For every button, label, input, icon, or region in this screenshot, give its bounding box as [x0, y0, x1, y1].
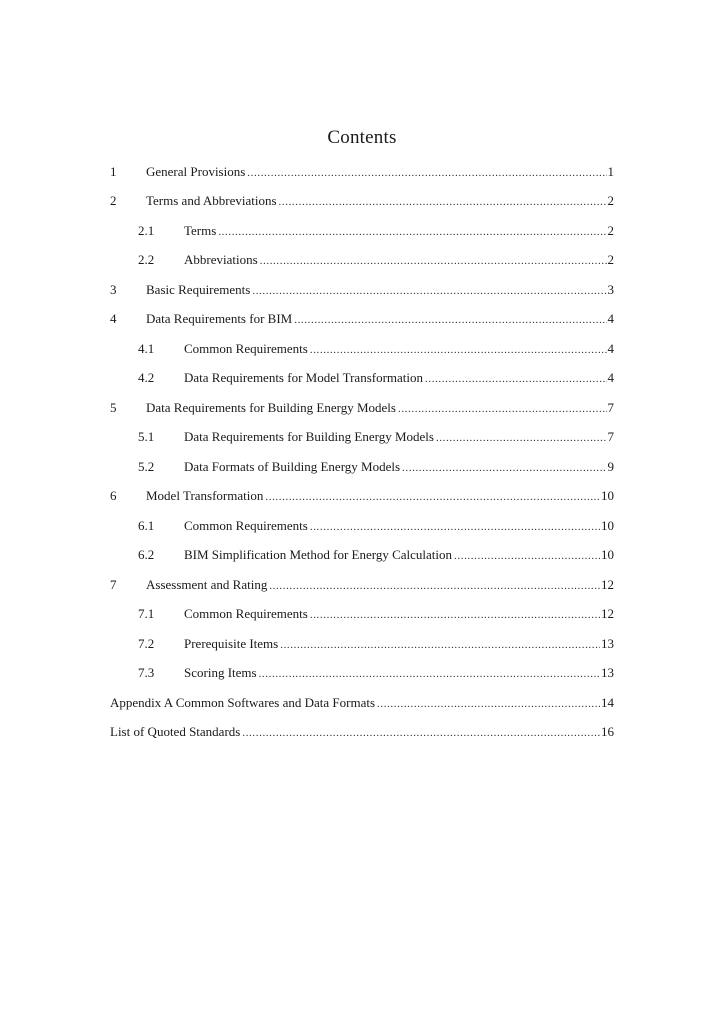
toc-entry-number: 5.1 — [138, 429, 155, 444]
toc-entry-appendix-a[interactable] — [0, 692, 724, 714]
toc-entry-page: 4 — [607, 311, 614, 326]
toc-entry-title: Assessment and Rating — [146, 577, 268, 592]
toc-entry-page: 13 — [601, 665, 614, 680]
toc-entry-number: 6 — [110, 488, 117, 503]
toc-entry-5-1[interactable] — [0, 426, 724, 448]
toc-entry-number: 3 — [110, 282, 117, 297]
toc-entry-title: Terms — [184, 223, 217, 238]
dot-leader — [425, 368, 606, 390]
toc-entry-page: 4 — [607, 341, 614, 356]
toc-entry-page: 2 — [607, 193, 614, 208]
dot-leader — [242, 722, 600, 744]
toc-entry-number: 5 — [110, 400, 117, 415]
toc-entry-7-1[interactable] — [0, 603, 724, 625]
toc-entry-1[interactable] — [0, 161, 724, 183]
toc-entry-page: 12 — [601, 606, 614, 621]
toc-entry-7[interactable] — [0, 574, 724, 596]
toc-entry-number: 6.1 — [138, 518, 155, 533]
toc-entry-page: 1 — [607, 164, 614, 179]
toc-entry-title: List of Quoted Standards — [110, 724, 241, 739]
toc-entry-number: 5.2 — [138, 459, 155, 474]
toc-entry-page: 12 — [601, 577, 614, 592]
toc-entry-title: Prerequisite Items — [184, 636, 279, 651]
dot-leader — [402, 457, 606, 479]
toc-entry-page: 10 — [601, 518, 614, 533]
toc-entry-6-1[interactable] — [0, 515, 724, 537]
toc-entry-5[interactable] — [0, 397, 724, 419]
toc-entry-2-2[interactable] — [0, 249, 724, 271]
dot-leader — [259, 663, 600, 685]
toc-entry-title: General Provisions — [146, 164, 246, 179]
toc-entry-title: Data Requirements for Model Transformation — [184, 370, 424, 385]
toc-entry-number: 4 — [110, 311, 117, 326]
dot-leader — [265, 486, 600, 508]
dot-leader — [280, 634, 600, 656]
dot-leader — [310, 604, 600, 626]
toc-entry-number: 2.2 — [138, 252, 155, 267]
toc-entry-7-2[interactable] — [0, 633, 724, 655]
toc-entry-page: 7 — [607, 429, 614, 444]
toc-entry-title: Appendix A Common Softwares and Data Formats — [110, 695, 376, 710]
toc-entry-title: Data Requirements for Building Energy Models — [146, 400, 396, 415]
toc-entry-title: BIM Simplification Method for Energy Calculation — [184, 547, 453, 562]
toc-entry-page: 2 — [607, 252, 614, 267]
toc-entry-page: 2 — [607, 223, 614, 238]
toc-entry-title: Data Requirements for BIM — [146, 311, 293, 326]
dot-leader — [310, 516, 600, 538]
toc-entry-title: Common Requirements — [184, 606, 308, 621]
dot-leader — [260, 250, 607, 272]
toc-entry-page: 10 — [601, 488, 614, 503]
dot-leader — [377, 693, 600, 715]
toc-entry-title: Scoring Items — [184, 665, 257, 680]
toc-entry-number: 4.1 — [138, 341, 155, 356]
toc-entry-7-3[interactable] — [0, 662, 724, 684]
toc-entry-number: 1 — [110, 164, 117, 179]
dot-leader — [454, 545, 600, 567]
toc-entry-page: 3 — [607, 282, 614, 297]
toc-entry-number: 6.2 — [138, 547, 155, 562]
dot-leader — [269, 575, 600, 597]
toc-entry-5-2[interactable] — [0, 456, 724, 478]
toc-entry-page: 10 — [601, 547, 614, 562]
toc-entry-page: 14 — [601, 695, 614, 710]
toc-entry-6-2[interactable] — [0, 544, 724, 566]
toc-entry-page: 16 — [601, 724, 614, 739]
toc-entry-title: Terms and Abbreviations — [146, 193, 277, 208]
toc-entry-number: 7.3 — [138, 665, 155, 680]
toc-entry-number: 7.2 — [138, 636, 155, 651]
toc-entry-title: Common Requirements — [184, 341, 308, 356]
toc-entry-number: 7 — [110, 577, 117, 592]
dot-leader — [247, 162, 606, 184]
toc-entry-4-2[interactable] — [0, 367, 724, 389]
dot-leader — [252, 280, 606, 302]
toc-entry-page: 9 — [607, 459, 614, 474]
toc-entry-6[interactable] — [0, 485, 724, 507]
toc-entry-4-1[interactable] — [0, 338, 724, 360]
dot-leader — [310, 339, 607, 361]
toc-entry-3[interactable] — [0, 279, 724, 301]
toc-entry-page: 13 — [601, 636, 614, 651]
toc-entry-title: Data Requirements for Building Energy Models — [184, 429, 434, 444]
toc-entry-number: 2.1 — [138, 223, 155, 238]
contents-title: Contents — [327, 127, 397, 148]
toc-entry-number: 4.2 — [138, 370, 155, 385]
toc-entry-title: Data Formats of Building Energy Models — [184, 459, 401, 474]
toc-entry-title: Abbreviations — [184, 252, 258, 267]
dot-leader — [279, 191, 607, 213]
toc-entry-2-1[interactable] — [0, 220, 724, 242]
dot-leader — [294, 309, 606, 331]
dot-leader — [398, 398, 607, 420]
toc-entry-page: 7 — [607, 400, 614, 415]
toc-entry-number: 7.1 — [138, 606, 155, 621]
toc-entry-page: 4 — [607, 370, 614, 385]
dot-leader — [436, 427, 607, 449]
toc-entry-title: Common Requirements — [184, 518, 308, 533]
toc-entry-title: Model Transformation — [146, 488, 264, 503]
toc-entry-quoted-standards[interactable] — [0, 721, 724, 743]
toc-entry-2[interactable] — [0, 190, 724, 212]
toc-entry-title: Basic Requirements — [146, 282, 251, 297]
toc-entry-4[interactable] — [0, 308, 724, 330]
toc-entry-number: 2 — [110, 193, 117, 208]
dot-leader — [218, 221, 606, 243]
